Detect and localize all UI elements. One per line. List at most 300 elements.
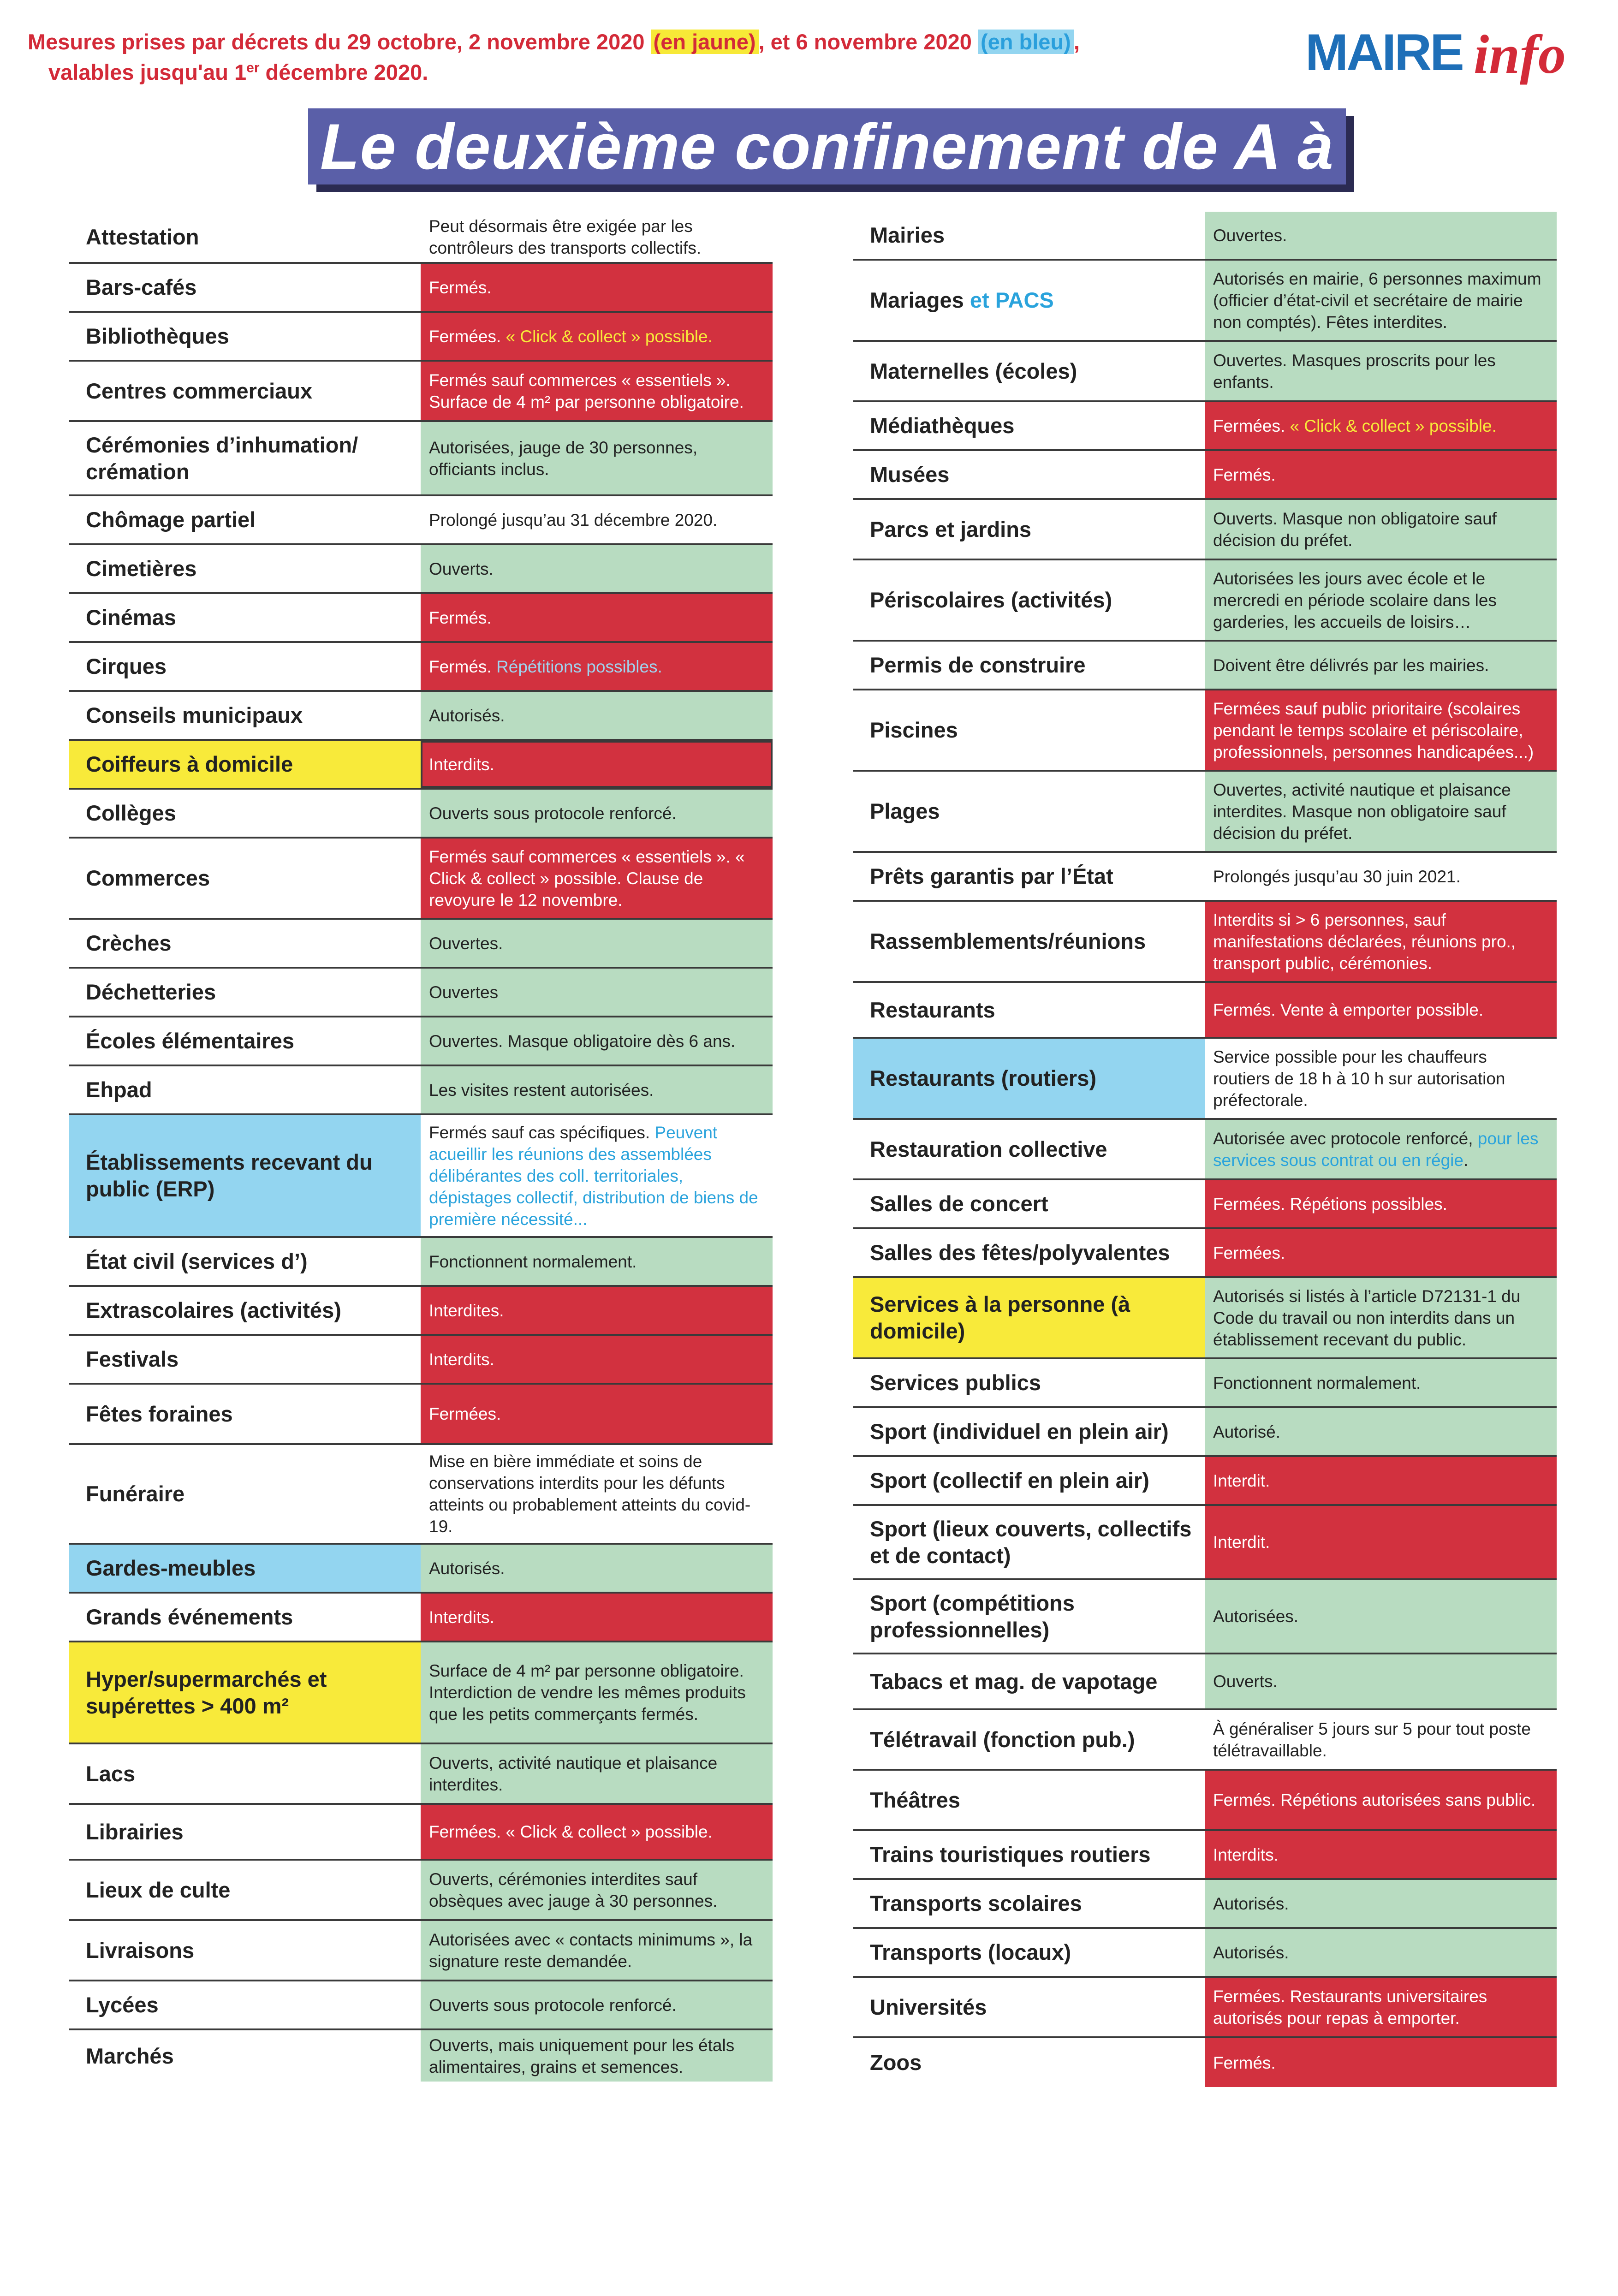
row-label <box>69 1066 421 1113</box>
row-label-text-wrap <box>870 1994 987 2021</box>
row-status-text: Fermées. <box>1213 1243 1285 1262</box>
row-label <box>853 1278 1205 1357</box>
table-row <box>69 1861 773 1921</box>
row-status-text: Fermés sauf commerces « essentiels ». Surface de 4 m² par personne obligatoire. <box>429 370 744 411</box>
row-status-tail-text: . <box>1463 1150 1469 1170</box>
row-label-text: Extrascolaires (activités) <box>86 1298 341 1322</box>
row-label-text-wrap <box>86 555 196 582</box>
row-status-text-wrap <box>1213 1470 1270 1492</box>
row-status-text-wrap <box>1213 779 1548 844</box>
row-status <box>1205 1506 1557 1578</box>
row-status-text: Fonctionnent normalement. <box>429 1252 637 1271</box>
row-status-text-wrap <box>1213 1531 1270 1553</box>
row-status-text-wrap <box>1213 1789 1535 1811</box>
row-status-text: Ouverts. <box>429 559 494 578</box>
row-status <box>421 496 773 543</box>
row-status <box>421 594 773 641</box>
row-label-text: Commerces <box>86 866 210 890</box>
row-label <box>69 1642 421 1743</box>
row-label <box>853 451 1205 498</box>
logo-maire-text: MAIRE <box>1305 24 1463 81</box>
table-row <box>853 690 1557 772</box>
row-status-text-wrap <box>429 1451 764 1537</box>
row-status <box>421 969 773 1016</box>
row-status-text-wrap <box>429 1929 764 1972</box>
row-label-text: Lieux de culte <box>86 1877 231 1902</box>
row-status-text-wrap <box>429 1122 764 1230</box>
row-label-blue-text: et PACS <box>964 288 1054 312</box>
row-label-text: Services publics <box>870 1370 1041 1395</box>
table-row <box>69 264 773 313</box>
row-label-text: Funéraire <box>86 1481 185 1506</box>
row-label-text: Lacs <box>86 1761 136 1786</box>
row-status-text-wrap <box>429 558 494 580</box>
row-label <box>69 920 421 967</box>
row-label-text: Rassemblements/réunions <box>870 929 1146 953</box>
row-status-text: Fermées. <box>1213 416 1290 435</box>
row-status <box>1205 500 1557 559</box>
table-row <box>69 422 773 496</box>
row-status-text: Ouverts. <box>1213 1672 1278 1691</box>
row-label-text-wrap <box>870 997 995 1023</box>
row-status-text-wrap <box>1213 866 1461 887</box>
row-label <box>853 983 1205 1037</box>
row-status-text-wrap <box>1213 1986 1548 2029</box>
row-status-text-wrap <box>1213 1718 1548 1761</box>
row-status-text-wrap <box>429 846 764 911</box>
row-status-text-wrap <box>429 326 713 347</box>
row-status <box>1205 1039 1557 1118</box>
row-status <box>1205 642 1557 689</box>
row-label <box>853 1654 1205 1708</box>
row-label <box>853 261 1205 340</box>
row-status <box>421 692 773 739</box>
table-row <box>853 1580 1557 1654</box>
table-row <box>853 2038 1557 2087</box>
row-label-text-wrap <box>870 587 1112 613</box>
row-status-text-wrap <box>1213 2052 1276 2074</box>
row-label <box>69 1336 421 1383</box>
row-label-text: Plages <box>870 799 940 823</box>
table-row <box>69 2030 773 2082</box>
table-row <box>853 1710 1557 1771</box>
row-label <box>69 741 421 788</box>
row-status-text: Interdits. <box>429 1607 494 1627</box>
table-row <box>853 1978 1557 2038</box>
row-status <box>421 1287 773 1334</box>
row-status-text: Autorisés si listés à l’article D72131-1 du Code du travail ou non interdits dans un établissement recevant du public. <box>1213 1286 1521 1349</box>
row-label-text: Lycées <box>86 1993 159 2017</box>
row-status-text: Fermés sauf commerces « essentiels ». « Click & collect » possible. Clause de revoyure le 12 novembre. <box>429 847 745 910</box>
row-label-text-wrap <box>86 506 256 533</box>
row-label-text: Tabacs et mag. de vapotage <box>870 1669 1158 1694</box>
table-row <box>69 1642 773 1744</box>
table-row <box>853 1771 1557 1831</box>
intro-line2 <box>28 57 1181 88</box>
row-status <box>1205 983 1557 1037</box>
row-status-text-wrap <box>429 2034 764 2078</box>
table-row <box>69 1445 773 1545</box>
row-status-text-wrap <box>1213 508 1548 551</box>
table-row <box>853 983 1557 1039</box>
row-label-text-wrap <box>870 1239 1170 1266</box>
row-label-text: Zoos <box>870 2050 922 2075</box>
row-label <box>69 1385 421 1443</box>
row-status <box>1205 1831 1557 1878</box>
row-label-text-wrap <box>870 1668 1157 1695</box>
row-label <box>853 1229 1205 1276</box>
row-label <box>69 422 421 494</box>
row-status-text-wrap <box>1213 268 1548 333</box>
row-status-text-wrap <box>429 1660 764 1725</box>
table-row <box>69 1336 773 1385</box>
maireinfo-logo <box>1305 18 1600 106</box>
row-label <box>69 1445 421 1543</box>
row-status <box>1205 1278 1557 1357</box>
row-label-text: Grands événements <box>86 1605 293 1629</box>
row-label <box>853 1120 1205 1178</box>
row-label-text: Marchés <box>86 2043 174 2068</box>
row-label-text: Attestation <box>86 224 199 249</box>
row-label-text: Services à la personne (à domicile) <box>870 1292 1130 1343</box>
row-status <box>1205 1710 1557 1769</box>
row-status <box>421 1115 773 1236</box>
right-column <box>853 212 1557 2087</box>
row-status-text: Ouverts, activité nautique et plaisance interdites. <box>429 1753 718 1794</box>
row-status-text: À généraliser 5 jours sur 5 pour tout poste télétravaillable. <box>1213 1719 1531 1760</box>
row-status <box>421 313 773 360</box>
row-label <box>853 690 1205 770</box>
row-status <box>421 1238 773 1285</box>
row-label-text: Musées <box>870 462 950 487</box>
row-label <box>69 1861 421 1919</box>
row-status-text-wrap <box>429 1251 636 1273</box>
table-row <box>853 261 1557 342</box>
table-row <box>69 1238 773 1287</box>
row-label-text: Restaurants (routiers) <box>870 1066 1096 1090</box>
table-row <box>853 402 1557 451</box>
row-label <box>69 594 421 641</box>
table-row <box>853 560 1557 642</box>
row-status-text-wrap <box>1213 350 1548 393</box>
row-label-text: Festivals <box>86 1347 179 1371</box>
row-status <box>421 1744 773 1803</box>
row-status-text: Autorisée avec protocole renforcé, <box>1213 1129 1473 1148</box>
row-label-text: Bars-cafés <box>86 275 197 299</box>
row-status <box>1205 1929 1557 1976</box>
row-label <box>69 1238 421 1285</box>
row-label-text: Transports (locaux) <box>870 1940 1071 1964</box>
row-label-text: Théâtres <box>870 1787 960 1812</box>
row-label <box>69 692 421 739</box>
row-status-text-wrap <box>1213 1942 1289 1963</box>
row-label-text: État civil (services d’) <box>86 1249 308 1273</box>
row-label <box>853 1408 1205 1455</box>
row-status-text-wrap <box>1213 1421 1280 1443</box>
table-row <box>69 643 773 692</box>
row-status-text: Interdit. <box>1213 1533 1270 1552</box>
row-status <box>1205 1359 1557 1406</box>
row-label <box>853 2038 1205 2087</box>
row-label-text-wrap <box>86 1761 135 1787</box>
row-label-text-wrap <box>86 432 411 485</box>
table-row <box>853 1880 1557 1929</box>
row-label-text-wrap <box>86 378 312 404</box>
row-status-text: Les visites restent autorisées. <box>429 1080 654 1100</box>
row-status-text: Doivent être délivrés par les mairies. <box>1213 655 1489 675</box>
row-label <box>853 772 1205 851</box>
page-title: Le deuxième confinement de A à Z <box>308 108 1346 184</box>
row-status-text: Ouvertes. <box>429 934 503 953</box>
row-label <box>853 902 1205 981</box>
row-label-text-wrap <box>870 1291 1196 1344</box>
table-row <box>853 853 1557 902</box>
row-label-text-wrap <box>86 274 196 301</box>
left-column <box>69 212 773 2082</box>
row-status <box>421 545 773 592</box>
table-row <box>69 1545 773 1594</box>
row-label <box>853 1506 1205 1578</box>
table-row <box>853 451 1557 500</box>
table-row <box>853 1039 1557 1120</box>
row-status-blue-text: pour les services sous contrat ou en régie <box>1213 1129 1539 1170</box>
row-label <box>69 1594 421 1641</box>
row-status-text-wrap <box>429 1994 677 2016</box>
row-status <box>421 1981 773 2028</box>
row-status-text: Ouverts, cérémonies interdites sauf obsèques avec jauge à 30 personnes. <box>429 1869 718 1910</box>
row-label-text: Librairies <box>86 1819 184 1844</box>
row-label <box>853 1978 1205 2036</box>
row-status <box>1205 772 1557 851</box>
intro-yellow-highlight: (en jaune) <box>651 30 759 54</box>
row-status-text-wrap <box>429 1300 504 1321</box>
row-label-text-wrap <box>870 1136 1107 1163</box>
table-row <box>69 920 773 969</box>
table-row <box>69 839 773 920</box>
row-label-text-wrap <box>86 979 216 1005</box>
row-label <box>69 969 421 1016</box>
row-label <box>69 1545 421 1592</box>
row-status-text: Autorisé. <box>1213 1422 1281 1441</box>
table-row <box>853 772 1557 853</box>
row-status <box>1205 1120 1557 1178</box>
row-label <box>853 1180 1205 1227</box>
row-status-text: Prolongé jusqu’au 31 décembre 2020. <box>429 510 718 529</box>
row-status-text: Fermées. Répétions possibles. <box>1213 1194 1447 1213</box>
row-status-text-wrap <box>1213 909 1548 974</box>
row-label-text: Parcs et jardins <box>870 517 1032 541</box>
row-label <box>853 1359 1205 1406</box>
row-status-text: Autorisés. <box>1213 1943 1289 1962</box>
row-label-text-wrap <box>86 1297 341 1324</box>
row-label <box>69 545 421 592</box>
row-label-text: Sport (collectif en plein air) <box>870 1468 1149 1493</box>
row-label-text: Restauration collective <box>870 1136 1107 1161</box>
table-row <box>69 1287 773 1336</box>
row-status-text-wrap <box>1213 654 1489 676</box>
row-status-text-wrap <box>429 1558 505 1579</box>
row-label-text: Ehpad <box>86 1077 152 1102</box>
row-status <box>421 741 773 788</box>
row-label-text: Sport (compétitions professionnelles) <box>870 1590 1075 1642</box>
row-status-text: Ouvertes, activité nautique et plaisance interdites. Masque non obligatoire sauf décision du préfet. <box>1213 780 1511 843</box>
row-status-text: Fermées. « Click & collect » possible. <box>429 1822 713 1841</box>
row-status-text-wrap <box>429 1752 764 1796</box>
row-status-text-wrap <box>429 656 662 678</box>
row-status <box>1205 451 1557 498</box>
row-status-text: Autorisés en mairie, 6 personnes maximum (officier d’état-civil et secrétaire de mairie non comptés). Fêtes interdites. <box>1213 269 1541 332</box>
row-status-text: Interdits. <box>429 1350 494 1369</box>
row-status-text-wrap <box>1213 1606 1298 1627</box>
row-label-text-wrap <box>870 1939 1071 1966</box>
row-label <box>69 1805 421 1859</box>
table-row <box>69 496 773 545</box>
row-status <box>1205 402 1557 449</box>
row-status <box>421 1642 773 1743</box>
row-status-text-wrap <box>1213 415 1497 437</box>
row-label-text-wrap <box>86 1077 152 1103</box>
row-status-text: Ouvertes <box>429 982 499 1002</box>
row-label-text-wrap <box>870 222 945 249</box>
row-status-text-wrap <box>1213 698 1548 763</box>
table-row <box>69 1594 773 1642</box>
row-status-text-wrap <box>1213 1372 1421 1394</box>
row-label-text: Sport (lieux couverts, collectifs et de contact) <box>870 1516 1192 1568</box>
row-status-text-wrap <box>429 509 717 531</box>
row-label-text-wrap <box>870 358 1077 385</box>
row-label <box>853 402 1205 449</box>
row-label <box>853 342 1205 400</box>
table-row <box>69 790 773 839</box>
table-row <box>853 1929 1557 1978</box>
row-label-text-wrap <box>86 751 293 778</box>
row-label <box>69 1115 421 1236</box>
table-row <box>853 1831 1557 1880</box>
row-label-text: Cinémas <box>86 605 176 630</box>
row-label-text: Centres commerciaux <box>86 378 313 403</box>
row-status-text: Surface de 4 m² par personne obligatoire. Interdiction de vendre les mêmes produits que les petits commerçants fermés. <box>429 1661 746 1724</box>
row-status <box>421 1336 773 1383</box>
row-status <box>421 1385 773 1443</box>
row-status <box>421 839 773 918</box>
row-status-text: Ouvertes. Masques proscrits pour les enfants. <box>1213 351 1496 392</box>
row-label <box>853 1771 1205 1829</box>
row-label-text: Bibliothèques <box>86 324 229 348</box>
intro-line2-sup: er <box>246 60 260 76</box>
row-status-text-wrap <box>1213 464 1276 486</box>
row-label-text-wrap <box>870 516 1031 543</box>
table-row <box>853 1408 1557 1457</box>
row-label-text-wrap <box>870 1841 1151 1868</box>
row-label-text: Permis de construire <box>870 653 1086 677</box>
row-label-text: Piscines <box>870 718 958 742</box>
row-label-text: Crèches <box>86 931 172 955</box>
row-status <box>421 1066 773 1113</box>
table-row <box>69 313 773 362</box>
row-status-text: Ouverts, mais uniquement pour les étals alimentaires, grains et semences. <box>429 2035 735 2076</box>
row-status-text-wrap <box>429 705 505 726</box>
row-label-text: Mairies <box>870 223 945 247</box>
row-label-text: Chômage partiel <box>86 507 256 532</box>
row-label-text: Conseils municipaux <box>86 703 303 727</box>
row-label-text-wrap <box>86 1149 411 1202</box>
row-status <box>1205 261 1557 340</box>
row-label <box>69 643 421 690</box>
row-status-yellow-text: « Click & collect » possible. <box>501 327 713 346</box>
row-status-text: Fermés. Vente à emporter possible. <box>1213 1000 1484 1019</box>
row-label-text-wrap <box>86 323 229 350</box>
row-status-text-wrap <box>1213 1285 1548 1350</box>
row-status-text: Fermées. <box>429 1404 501 1423</box>
table-row <box>69 1017 773 1066</box>
row-status-text-wrap <box>429 933 503 954</box>
intro-line2-b: décembre 2020. <box>259 60 428 84</box>
row-label-text-wrap <box>86 653 167 680</box>
row-label-text: Mariages <box>870 288 964 312</box>
row-label-text-wrap <box>870 717 958 744</box>
row-label-text: Collèges <box>86 801 176 825</box>
row-status <box>1205 2038 1557 2087</box>
row-status <box>1205 560 1557 640</box>
row-label-text-wrap <box>86 1346 178 1373</box>
table-row <box>69 545 773 594</box>
table-row <box>69 692 773 741</box>
row-status-text-wrap <box>429 803 677 824</box>
row-label <box>69 212 421 262</box>
intro-part1: Mesures prises par décrets du 29 octobre, 2 novembre 2020 <box>28 30 651 54</box>
row-status-text-wrap <box>429 1030 735 1052</box>
row-status-text: Fermées. <box>429 327 501 346</box>
row-status-text: Fermés. <box>429 608 492 627</box>
row-label-text: Cirques <box>86 654 167 678</box>
row-label-text-wrap <box>870 1516 1196 1569</box>
row-label <box>69 264 421 311</box>
row-label-text: Établissements recevant du public (ERP) <box>86 1150 373 1201</box>
table-row <box>69 212 773 264</box>
row-label-text: Maternelles (écoles) <box>870 358 1077 383</box>
row-status <box>421 643 773 690</box>
row-status-text-wrap <box>429 369 764 413</box>
row-label-text-wrap <box>86 1819 184 1845</box>
row-label-text: Coiffeurs à domicile <box>86 752 293 776</box>
row-label-text: Cérémonies d’inhumation/ crémation <box>86 432 358 484</box>
row-status-text-wrap <box>429 1606 494 1628</box>
row-label <box>853 1580 1205 1653</box>
row-label-text: Restaurants <box>870 997 995 1022</box>
table-row <box>853 642 1557 690</box>
table-row <box>69 1115 773 1238</box>
row-status <box>1205 1654 1557 1708</box>
intro-part3: , <box>1073 30 1080 54</box>
row-status <box>1205 1408 1557 1455</box>
row-status-text: Interdites. <box>429 1301 504 1320</box>
row-status-text: Autorisés. <box>1213 1894 1289 1913</box>
row-status-text-wrap <box>1213 1193 1447 1215</box>
row-label <box>69 1017 421 1065</box>
table-row <box>853 500 1557 560</box>
table-row <box>853 212 1557 261</box>
row-status-text-wrap <box>429 1868 764 1912</box>
intro-text <box>28 27 1181 88</box>
row-status <box>421 1861 773 1919</box>
row-label-text-wrap <box>86 604 176 631</box>
row-status-text: Fermées sauf public prioritaire (scolaires pendant le temps scolaire et périscolaire, professionnels, personnes handicapées...) <box>1213 699 1534 761</box>
row-status <box>1205 1229 1557 1276</box>
row-label-text-wrap <box>870 863 1113 890</box>
row-label-text-wrap <box>870 652 1086 678</box>
row-label-text: Hyper/supermarchés et supérettes > 400 m² <box>86 1666 327 1718</box>
table-row <box>853 342 1557 402</box>
